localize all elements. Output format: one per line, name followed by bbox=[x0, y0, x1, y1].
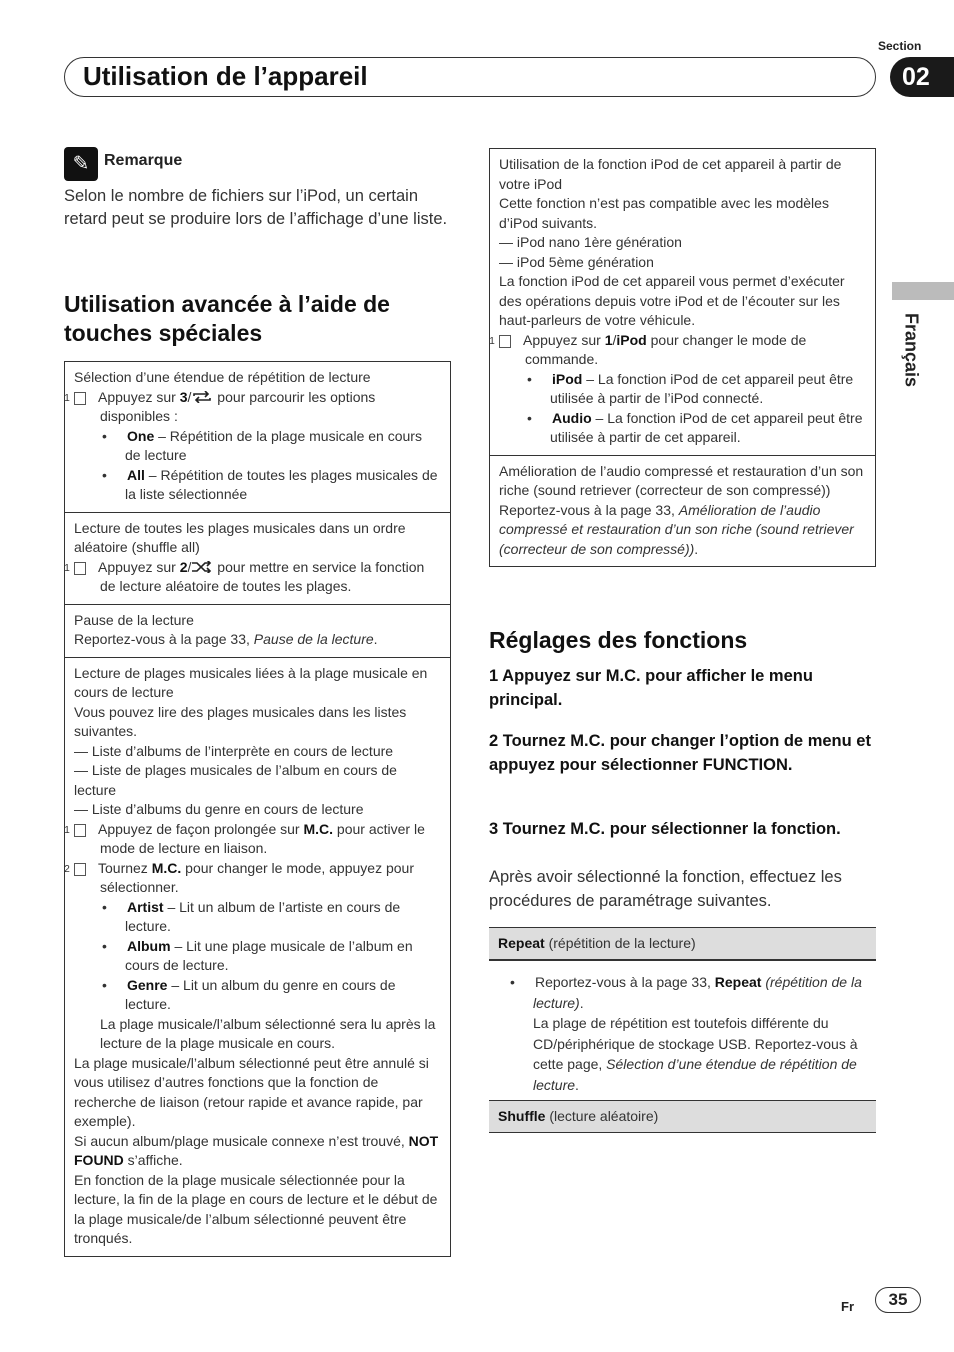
linked-play-cell bbox=[65, 657, 450, 1256]
ipod-mode-option: • iPod – La fonction iPod de cet appareil peut être utilisée à partir de l’iPod connecté. bbox=[499, 370, 866, 409]
step-number-icon: 1 bbox=[74, 392, 86, 405]
linked-list-item: — Liste de plages musicales de l’album en cours de lecture bbox=[74, 762, 397, 798]
pause-cell bbox=[65, 604, 450, 657]
advanced-heading: Utilisation avancée à l’aide de touches spéciales bbox=[64, 291, 390, 346]
ipod-step-1: 1 Appuyez sur 1/iPod pour changer le mode de commande. bbox=[489, 331, 807, 367]
linked-artist-option: • Artist – Lit un album de l’artiste en cours de lecture. bbox=[74, 898, 441, 937]
step-number-icon: 1 bbox=[499, 335, 511, 348]
pause-title: Pause de la lecture bbox=[74, 611, 194, 628]
repeat-all-option: • All – Répétition de toutes les plages musicales de la liste sélectionnée bbox=[74, 466, 441, 505]
repeat-step-1: 1 Appuyez sur 3/ pour parcourir les options disponibles : bbox=[64, 388, 376, 424]
ipod-incompat: Cette fonction n’est pas compatible avec les modèles d’iPod suivants. bbox=[499, 195, 829, 231]
shuffle-title: Lecture de toutes les plages musicales dans un ordre aléatoire (shuffle all) bbox=[74, 519, 406, 555]
ipod-table bbox=[489, 148, 876, 567]
repeat-function-reference: • Reportez-vous à la page 33, Repeat (répétition de la lecture). bbox=[498, 972, 867, 1013]
repeat-function-body bbox=[489, 972, 876, 1095]
repeat-function-note: La plage de répétition est toutefois différente du CD/périphérique de stockage USB. Reportez-vous à cette page, Sélection d’une étendue de répétition de lecture. bbox=[533, 1015, 858, 1093]
step-number-icon: 1 bbox=[74, 562, 86, 575]
shuffle-function-header: Shuffle (lecture aléatoire) bbox=[489, 1100, 876, 1133]
shuffle-icon bbox=[191, 561, 213, 573]
linked-genre-option: • Genre – Lit un album du genre en cours de lecture. bbox=[74, 976, 441, 1015]
note-title: Remarque bbox=[104, 152, 183, 169]
sound-retriever-cell bbox=[490, 455, 875, 567]
ipod-control-cell bbox=[490, 149, 875, 455]
language-label: Français bbox=[901, 312, 922, 388]
audio-mode-option: • Audio – La fonction iPod de cet appareil peut être utilisée à partir de cet appareil. bbox=[499, 409, 866, 448]
linked-album-option: • Album – Lit une plage musicale de l’album en cours de lecture. bbox=[74, 937, 441, 976]
linked-title: Lecture de plages musicales liées à la plage musicale en cours de lecture bbox=[74, 664, 428, 700]
page-number: 35 bbox=[875, 1287, 921, 1313]
repeat-function-header: Repeat (répétition de la lecture) bbox=[489, 927, 876, 961]
repeat-title: Sélection d’une étendue de répétition de lecture bbox=[74, 369, 371, 385]
note-body: Selon le nombre de fichiers sur l’iPod, un certain retard peut se produire lors de l’affichage d’une liste. bbox=[64, 187, 448, 228]
functions-step-2: 2 Tournez M.C. pour changer l’option de menu et appuyez pour sélectionner FUNCTION. bbox=[489, 732, 871, 774]
linked-cancel-note: La plage musicale/l’album sélectionné peut être annulé si vous utilisez d’autres fonctions que la fonction de recherche de liaison (retour rapide et avance rapide, par exemple). bbox=[74, 1054, 429, 1129]
sound-reference: Reportez-vous à la page 33, Amélioration de l’audio compressé et restauration d’un son riche (sound retriever (correcteur de son compressé)). bbox=[499, 501, 854, 557]
ipod-title: Utilisation de la fonction iPod de cet appareil à partir de votre iPod bbox=[499, 156, 842, 192]
functions-step-1: 1 Appuyez sur M.C. pour afficher le menu principal. bbox=[489, 667, 813, 709]
pencil-icon: ✎ bbox=[64, 147, 98, 181]
linked-list-item: — Liste d’albums de l’interprète en cours de lecture bbox=[74, 742, 394, 759]
functions-step-3: 3 Tournez M.C. pour sélectionner la fonction. bbox=[489, 820, 841, 838]
pause-reference: Reportez-vous à la page 33, Pause de la lecture. bbox=[74, 631, 378, 647]
page-title: Utilisation de l’appareil bbox=[83, 61, 368, 91]
title-bar bbox=[64, 57, 876, 97]
step-number-icon: 2 bbox=[74, 863, 86, 876]
linked-step-1: 1 Appuyez de façon prolongée sur M.C. pour activer le mode de lecture en liaison. bbox=[64, 820, 425, 856]
linked-intro: Vous pouvez lire des plages musicales dans les listes suivantes. bbox=[74, 703, 407, 739]
linked-list-item: — Liste d’albums du genre en cours de lecture bbox=[74, 801, 364, 817]
section-label: Section bbox=[878, 39, 922, 53]
functions-after-text: Après avoir sélectionné la fonction, effectuez les procédures de paramétrage suivantes. bbox=[489, 868, 842, 910]
sound-title: Amélioration de l’audio compressé et restauration d’un son riche (sound retriever (correcteur de son compressé)) bbox=[499, 462, 864, 498]
linked-truncate-note: En fonction de la plage musicale sélectionnée pour la lecture, la fin de la plage en cours de lecture et le début de la plage musicale/de l’album sélectionné peuvent être tronqués. bbox=[74, 1171, 438, 1246]
repeat-cell bbox=[65, 362, 450, 512]
ipod-desc: La fonction iPod de cet appareil vous permet d’exécuter des opérations depuis votre iPod et de l’écouter sur les haut-parleurs de votre véhicule. bbox=[499, 273, 845, 328]
linked-notfound-note: Si aucun album/plage musicale connexe n’est trouvé, NOT FOUND s’affiche. bbox=[74, 1132, 439, 1168]
linked-step-2: 2 Tournez M.C. pour changer le mode, appuyez pour sélectionner. bbox=[64, 859, 414, 895]
step-number-icon: 1 bbox=[74, 824, 86, 837]
shuffle-step-1: 1 Appuyez sur 2/ pour mettre en service la fonction de lecture aléatoire de toutes les plages. bbox=[64, 558, 425, 594]
shuffle-cell bbox=[65, 512, 450, 604]
ipod-model: — iPod 5ème génération bbox=[499, 253, 654, 270]
ipod-model: — iPod nano 1ère génération bbox=[499, 234, 682, 250]
section-number-badge: 02 bbox=[890, 57, 954, 97]
language-tab bbox=[896, 305, 926, 395]
footer-language: Fr bbox=[841, 1299, 854, 1314]
special-keys-table bbox=[64, 361, 451, 1257]
repeat-icon bbox=[191, 391, 213, 403]
functions-heading: Réglages des fonctions bbox=[489, 627, 748, 653]
language-tab-marker bbox=[892, 282, 954, 300]
linked-after-note: La plage musicale/l’album sélectionné sera lu après la lecture de la plage musicale en cours. bbox=[100, 1015, 436, 1051]
repeat-one-option: • One – Répétition de la plage musicale en cours de lecture bbox=[74, 427, 441, 466]
